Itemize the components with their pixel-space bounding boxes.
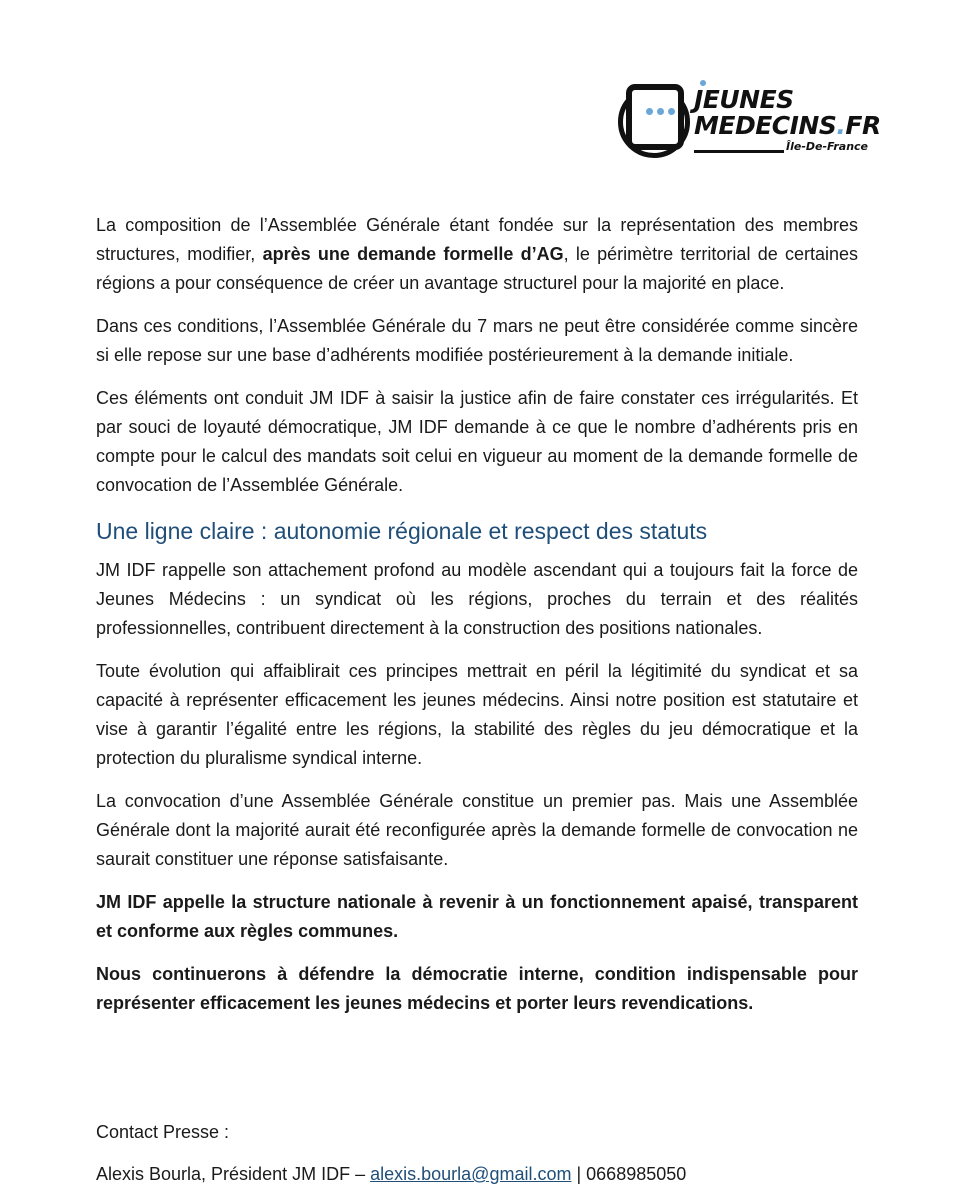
paragraph-composition: La composition de l’Assemblée Générale étant fondée sur la représentation des membres structures, modifier, après une demande formelle d’AG, le périmètre territorial de certaines régions a pour conséquence de créer un avantage structurel pour la majorité en place. (96, 215, 858, 293)
logo-chat-bubble-icon (626, 84, 684, 150)
logo-text-line2: MEDECINS.FR (694, 111, 881, 140)
logo-underline (694, 150, 784, 153)
paragraph-justice: Ces éléments ont conduit JM IDF à saisir la justice afin de faire constater ces irrégularités. Et par souci de loyauté démocratique, JM IDF demande à ce que le nombre d’adhérents pris en compte pour le calcul des mandats soit celui en vigueur au moment de la demande formelle de convocation de l’Assemblée Générale. (96, 388, 858, 495)
paragraph-conditions: Dans ces conditions, l’Assemblée Générale du 7 mars ne peut être considérée comme sincère si elle repose sur une base d’adhérents modifiée postérieurement à la demande initiale. (96, 316, 858, 365)
paragraph-commitment: Nous continuerons à défendre la démocratie interne, condition indispensable pour représenter efficacement les jeunes médecins et porter leurs revendications. (96, 964, 858, 1013)
contact-name: Alexis Bourla, Président JM IDF – (96, 1164, 371, 1184)
paragraph-evolution: Toute évolution qui affaiblirait ces principes mettrait en péril la légitimité du syndicat et sa capacité à représenter efficacement les jeunes médecins. Ainsi notre position est statutaire et vise à garantir l’égalité entre les régions, la stabilité des règles du jeu démocratique et la protection du pluralisme syndical interne. (96, 661, 858, 768)
paragraph-attachment: JM IDF rappelle son attachement profond au modèle ascendant qui a toujours fait la force de Jeunes Médecins : un syndicat où les régions, proches du terrain et des réalités professionnelles, contribuent directement à la construction des positions nationales. (96, 560, 858, 638)
contact-details: Alexis Bourla, Président JM IDF – alexis.bourla@gmail.com | 0668985050 (96, 1164, 687, 1184)
paragraph-appeal: JM IDF appelle la structure nationale à revenir à un fonctionnement apaisé, transparent et conforme aux règles communes. (96, 892, 858, 941)
press-release-body (96, 211, 858, 1032)
contact-email-link[interactable]: alexis.bourla@gmail.com (370, 1164, 572, 1184)
paragraph-convocation: La convocation d’une Assemblée Générale constitue un premier pas. Mais une Assemblée Générale dont la majorité aurait été reconfigurée après la demande formelle de convocation ne saurait constituer une réponse satisfaisante. (96, 791, 858, 869)
logo-text-line1: JEUNES (694, 85, 794, 114)
logo-dots-icon (646, 108, 675, 115)
contact-label: Contact Presse : (96, 1122, 230, 1142)
logo-subtitle: Île-De-France (786, 140, 869, 153)
contact-phone: 0668985050 (586, 1164, 687, 1184)
section-heading: Une ligne claire : autonomie régionale et respect des statuts (96, 518, 708, 544)
jeunes-medecins-logo (624, 80, 881, 158)
